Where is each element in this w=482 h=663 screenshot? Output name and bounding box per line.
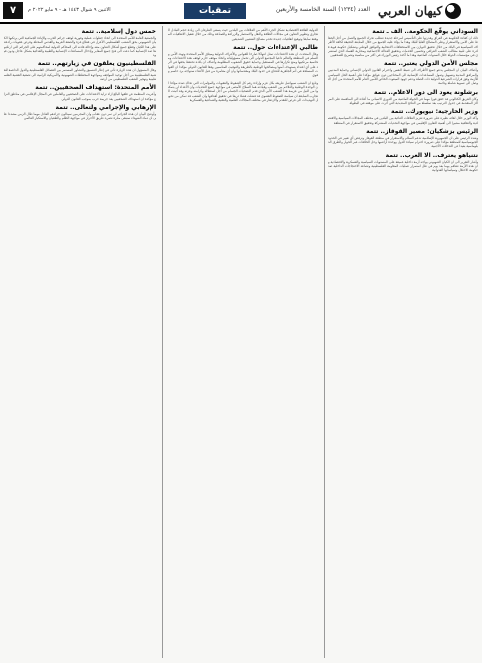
- article-body: وشدد الرئيس على ان الجمهورية الإسلامية تدعم السلام والاستقرار في منطقة القوقاز وترفض أي تغيير في الحدود الجيوسياسية للمنطقة مؤكدا على ضرورة احترام سيادة الدول ووحدة أراضيها وحل الخلافات عبر الحوار والطرق الدبلوماسية بعيدا عن التدخلات الأجنبية: [328, 135, 478, 149]
- article: [4, 84, 156, 101]
- column-divider: [162, 26, 163, 658]
- globe-icon: [445, 3, 461, 19]
- article-headline: السوداني يوقّع الحكومة.. الف ـ تتمة: [372, 28, 478, 35]
- article-body: وأكد الوزير خلال لقائه نظيره على ضرورة تعزيز العلاقات الثنائية بين البلدين في مختلف المجالات السياسية والاقتصادية والثقافية مشيرا الى أهمية التعاون الإقليمي في مواجهة التحديات المشتركة وتحقيق الاستقرار في المنطقة: [328, 116, 478, 125]
- article-headline: مجلس الأمن الدولي يعتبر.. تتمة: [384, 60, 478, 68]
- newspaper-logo: [378, 2, 476, 20]
- article: [168, 81, 318, 102]
- article-headline: برشلونة يعود الى دور الاعلام.. تتمة: [373, 88, 478, 96]
- article: [168, 44, 318, 78]
- issue-label: العدد (١٢٣٤) السنة الخامسة والأربعين: [275, 6, 370, 13]
- article-body: الدولية العلاقة الاقتصادية تشكل الجزء الأهم من العلاقات بين البلدين حيث يسعى الطرفان الى زيادة حجم التبادل التجاري وتطوير التعاون في مجالات الطاقة والنقل والاستثمار والزراعة والصناعة وذلك من خلال تفعيل الاتفاقيات الموقعة سابقا وتوقيع اتفاقيات جديدة تخدم مصالح الشعبين الصديقين: [168, 28, 318, 41]
- article: [4, 104, 156, 121]
- column-left: [4, 26, 156, 658]
- article-headline: وزير الخارجية: نيويورك.. تتمة: [391, 108, 478, 116]
- page-number: ٧: [3, 2, 23, 19]
- article: [328, 128, 478, 149]
- masthead: [0, 0, 482, 24]
- article-body: وقال المتحدث ان هذه الاعتداءات تمثل انتهاكا صارخا للقوانين والأعراف الدولية وميثاق الأمم المتحدة وتهدد الأمن والسلم في المنطقة والعالم داعيا المجتمع الدولي الى تحمل مسؤولياته واتخاذ موقف حازم لوقف هذه الاعتداءات ومحاسبة مرتكبيها ومنع تكرارها في المستقبل وحماية حقوق الشعوب المظلومة وأضاف ان بلاده تحتفظ بحقها في الرد على أي اعتداء يستهدف أمنها ومصالحها الوطنية بالطريقة والتوقيت المناسبين وفقا للقانون الدولي مؤكدا ان القوات المسلحة في أتم الجاهزية للدفاع عن حدود البلاد ومقدساتها وان أي مغامرة من قبل الأعداء ستواجه برد حاسم وقوي: [168, 51, 318, 78]
- article-body: وأشار التقرير الى ان الكيان الصهيوني يواجه أزمة داخلية عميقة على المستويات السياسية والعسكرية والاقتصادية وان هذه الأزمة تتفاقم يوما بعد يوم في ظل استمرار عمليات المقاومة الفلسطينية وتصاعد الاحتجاجات الداخلية ضد حكومة الاحتلال وسياساتها العدوانية: [328, 159, 478, 173]
- article-body: وأضاف البيان ان المجلس يدعو جميع الأطراف الى ضبط النفس واحترام القانون الدولي الإنساني وحماية المدنيين والمرافق المدنية وتسهيل وصول المساعدات الإنسانية الى المحتاجين دون عوائق مؤكدا على أهمية الحل السياسي للأزمة وفق قرارات الشرعية الدولية ذات الصلة ودعم جهود المبعوث الخاص للأمين العام للأمم المتحدة من أجل التوصل الى تسوية شاملة ودائمة: [328, 68, 478, 86]
- article-headline: طالبي الإعتداءات حول.. تتمة: [233, 43, 318, 51]
- article: [328, 89, 478, 106]
- article-body: وأعربت المنظمة عن قلقها البالغ ازاء تزايد الاعتداءات على الصحفيين والعاملين في المجال الإعلامي في مناطق النزاع مؤكدة ان استهداف الصحفيين يعد جريمة حرب بموجب القانون الدولي: [4, 92, 156, 101]
- article-headline: الرئيس بزشكيان: مصير القوقاز.. تتمة: [366, 127, 478, 135]
- article: [328, 60, 478, 85]
- article-headline: نتنياهو يعترف.. الا العرب.. تتمة: [385, 151, 478, 159]
- logo-text: كيهان العربي: [378, 4, 443, 18]
- article-headline: الإرهابي والإجرامي ولتعالى.. تتمة: [55, 103, 156, 111]
- article-headline: الفلسطينيون يعلقون في زيارتهم.. تتمة: [37, 60, 156, 68]
- column-right: [328, 26, 478, 658]
- article-body: وقال المسؤول ان هذه الزيارة تأتي في إطار التنسيق والتشاور المستمر بين الفصائل الفلسطينية والدول الداعمة للقضية الفلسطينية من أجل توحيد المواقف ومواجهة المخططات الصهيونية والأمريكية الرامية الى تصفية القضية الفلسطينية وتهجير الشعب الفلسطيني من أرضه: [4, 68, 156, 82]
- article: [328, 152, 478, 173]
- article-headline: خمس دول إسلامية.. تتمة: [81, 28, 156, 35]
- column-divider: [324, 26, 325, 658]
- article-body: وأوضح البيان ان هذه الجرائم لن تمر دون عقاب وان المجرمين سينالون جزاءهم العادل مهما طال الزمن مشددا على ان دماء الشهداء ستبقى منارة تضيء طريق الأحرار في مواجهة الظلم والطغيان والاستكبار العالمي: [4, 111, 156, 121]
- article-headline: الأمم المتحدة: استهداف الصحفيين.. تتمة: [35, 84, 156, 92]
- article-body: والجمعية العامة للأمم المتحدة الى اتخاذ خطوات عملية وفورية لوقف جرائم الحرب والإبادة الجماعية التي يرتكبها الكيان الصهيوني بحق الشعب الفلسطيني الأعزل في قطاع غزة والضفة الغربية والقدس المحتلة وفرض عقوبات رادعة على هذا الكيان وقطع جميع أشكال التعاون معه وإحالة قادته الى المحاكم الدولية لمحاكمتهم على الجرائم التي ارتكبوها ضد الإنسانية كما دعت الى فتح جميع المعابر وإدخال المساعدات الإنسانية والطبية والغذائية بشكل عاجل ودون قيود: [4, 36, 156, 58]
- section-title: تمقيات: [184, 3, 246, 19]
- article: [4, 28, 156, 57]
- article: [328, 28, 478, 57]
- article-body: وكان الفريق الكتالوني قد حقق فوزا مهما في الجولة الماضية من الدوري الاسباني ما أعاده الى المنافسة على المراكز المتقدمة في جدول الترتيب بعد سلسلة من النتائج المتذبذبة التي أثرت على موقفه في البطولة: [328, 96, 478, 105]
- column-middle: [168, 26, 318, 658]
- article-body: ذلك ان كفاءة الحكومة في العراق وقدرتها على التأسيس لمرحلة جديدة تتطلب تحرك الجميع والعمل من أجل الحفاظ على الامن والاستقرار وعلى المصالح العليا للبلاد وهذا ما يؤكد عليه الجميع من خلال المتابعة الدقيقة لكافة الأطراف السياسية في البلاد من خلال تحقيق التوازن بين الاستحقاقات الانتخابية والتوافق الوطني وتشكيل حكومة قوية قادرة على تلبية مطالب الشعب العراقي وتحسين الخدمات وتحقيق العدالة الاجتماعية ومحاربة الفساد الذي استشرى في مؤسسات الدولة خلال السنوات الماضية وهذا ما أكده رئيس الوزراء في اكثر من مناسبة وتصريح للصحفيين: [328, 36, 478, 58]
- article: [4, 60, 156, 81]
- article: [328, 108, 478, 125]
- article: [168, 28, 318, 41]
- article-body: وتابع ان الشعب سيواصل طريقه بكل عزم وإرادة رغم كل الضغوط والعقوبات والمؤامرات التي تحاك ضده مؤكدا ان الوحدة الوطنية والتلاحم بين الشعب وقيادته هما السلاح الأمضى في مواجهة جميع التحديات وان الأعداء لن يتمكنوا من النيل من عزيمة هذا الشعب الأبي الذي قدم التضحيات الجسام من أجل استقلاله وكرامته وعزته وقد أثبتت التجارب السابقة ان سياسة الضغوط القصوى قد فشلت فشلا ذريعا في تحقيق أهدافها وان الشعب قد تمكن من تحويل التهديدات الى فرص للتقدم والازدهار في مختلف المجالات العلمية والتقنية والصناعية والعسكرية: [168, 80, 318, 102]
- dateline: الاثنين ٩ شوال ١٤٤٣ هـ - ٩ مايو ٢٠٢٢ م: [28, 7, 111, 13]
